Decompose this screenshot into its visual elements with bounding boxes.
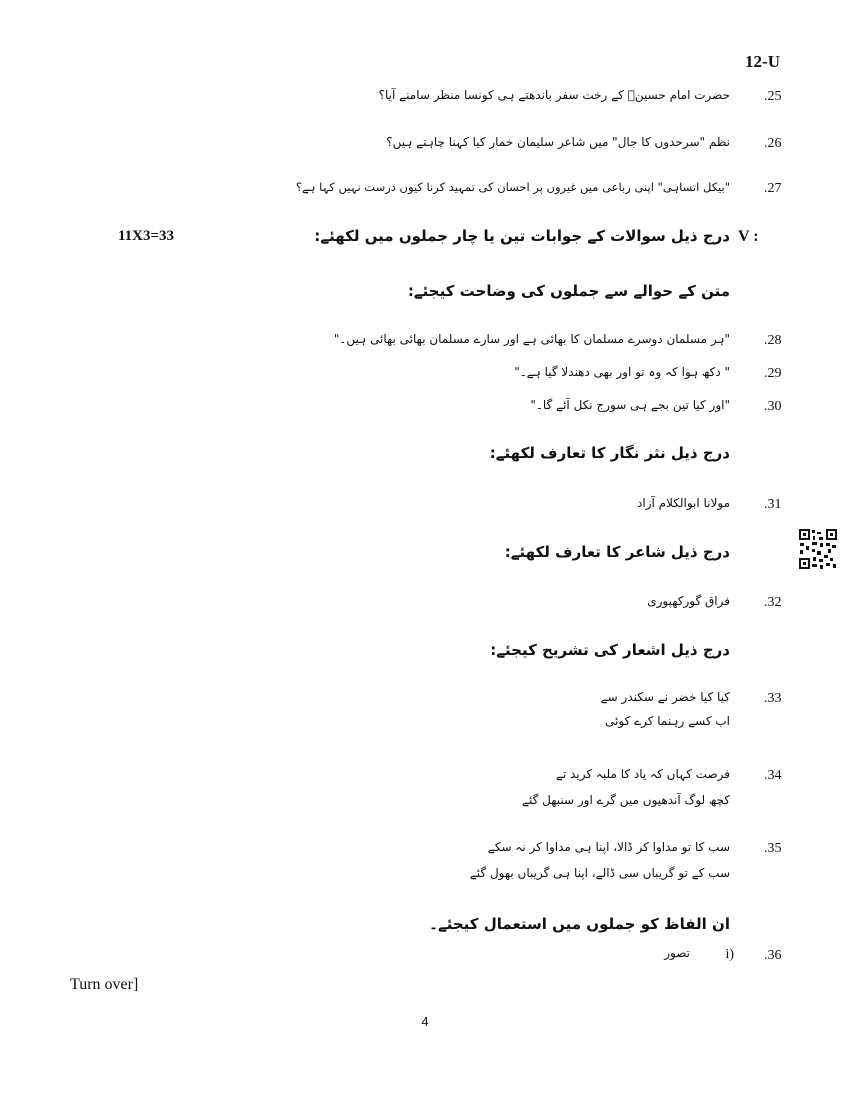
couplet-line-2: کچھ لوگ آندھیوں میں گرے اور سنبھل گئے xyxy=(521,793,730,807)
question-number: .36 xyxy=(764,948,782,963)
section-v-marks: 11X3=33 xyxy=(118,228,175,244)
paper-code: 12-U xyxy=(745,52,780,71)
question-number: .29 xyxy=(764,366,782,381)
section-v-label: V : xyxy=(738,228,759,245)
couplet-line-2: سب کے تو گریباں سی ڈالے، اپنا ہی گریباں بھول گئے xyxy=(469,866,730,880)
page-number: 4 xyxy=(421,1014,429,1029)
question-number: .27 xyxy=(764,181,782,196)
question-number: .32 xyxy=(764,595,782,610)
subsection-heading-couplets: درج ذیل اشعار کی تشریح کیجئے: xyxy=(490,641,730,659)
couplet-line-1: کیا کیا خضر نے سکندر سے xyxy=(600,690,730,704)
turn-over-note: Turn over] xyxy=(70,976,139,993)
question-text: "ہر مسلمان دوسرے مسلمان کا بھائی ہے اور سارے مسلمان بھائی بھائی ہیں۔" xyxy=(333,332,730,346)
question-text: مولانا ابوالکلام آزاد xyxy=(637,496,730,510)
question-text: نظم "سرحدوں کا جال" میں شاعر سلیمان خمار کیا کہنا چاہتے ہیں؟ xyxy=(386,135,730,149)
question-text: حضرت امام حسینؓ کے رخت سفر باندھتے ہی کونسا منظر سامنے آیا؟ xyxy=(378,88,730,102)
question-number: .33 xyxy=(764,691,782,706)
question-text: " دکھ ہوا کہ وہ تو اور بھی دھندلا گیا ہے۔" xyxy=(514,365,730,379)
couplet-line-1: سب کا تو مداوا کر ڈالا، اپنا ہی مداوا کر نہ سکے xyxy=(487,840,730,854)
question-number: .28 xyxy=(764,333,782,348)
vocabulary-word: تصور xyxy=(664,946,690,960)
subsection-heading-sentences: ان الفاظ کو جملوں میں استعمال کیجئے۔ xyxy=(429,915,730,933)
question-text: فراق گورکھپوری xyxy=(647,594,730,608)
qr-code-icon xyxy=(798,528,838,570)
sub-item-label: i) xyxy=(725,947,734,962)
subsection-heading-reference: متن کے حوالے سے جملوں کی وضاحت کیجئے: xyxy=(407,282,730,300)
question-number: .35 xyxy=(764,841,782,856)
question-text: "بیکل اتساہی" اپنی رباعی میں غیروں پر احسان کی تمہید کرنا کیوں درست نہیں کہا ہے؟ xyxy=(295,180,730,194)
question-number: .30 xyxy=(764,399,782,414)
subsection-heading-prose-writer: درج ذیل نثر نگار کا تعارف لکھئے: xyxy=(489,444,730,462)
couplet-line-2: اب کسے رہنما کرے کوئی xyxy=(605,714,730,728)
question-number: .31 xyxy=(764,497,782,512)
question-number: .26 xyxy=(764,136,782,151)
question-number: .34 xyxy=(764,768,782,783)
couplet-line-1: فرصت کہاں کہ یاد کا ملبہ کرید تے xyxy=(555,767,730,781)
section-v-instruction: درج ذیل سوالات کے جوابات تین یا چار جملوں میں لکھئے: xyxy=(314,227,730,245)
question-number: .25 xyxy=(764,89,782,104)
question-text: "اور کیا تین بجے ہی سورج نکل آئے گا۔" xyxy=(530,398,730,412)
subsection-heading-poet: درج ذیل شاعر کا تعارف لکھئے: xyxy=(504,543,730,561)
